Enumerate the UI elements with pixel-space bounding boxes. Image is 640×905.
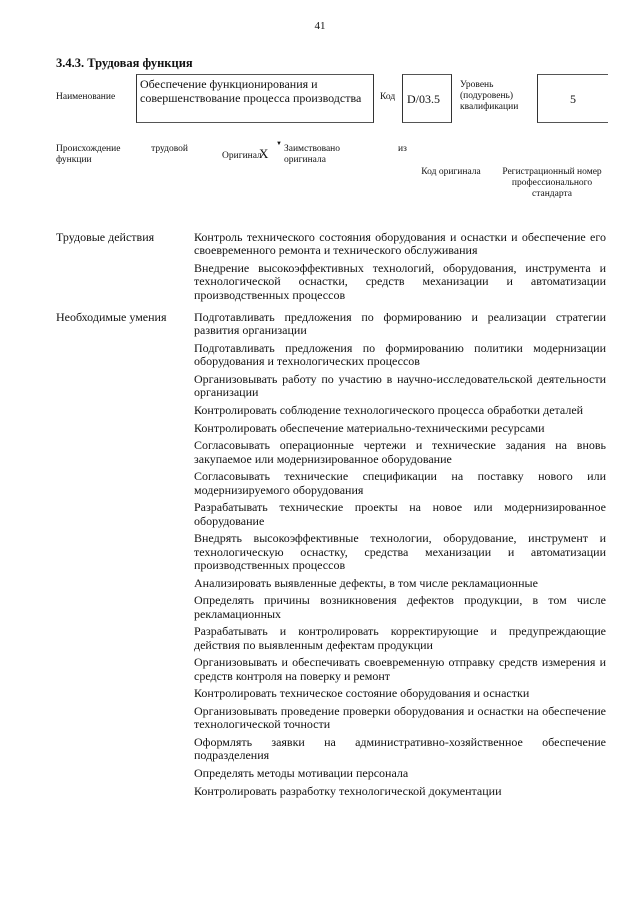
skill-item: Определять причины возникновения дефектов продукции, в том числе рекламационных xyxy=(194,593,606,621)
borrowed-from-word: из xyxy=(398,144,407,154)
borrowed-word: Заимствовано xyxy=(284,144,341,154)
required-skills-label: Необходимые умения xyxy=(56,310,167,324)
name-label: Наименование xyxy=(56,92,116,102)
borrowed-label xyxy=(284,144,414,168)
labor-action-item: Контроль технического состояния оборудования и оснастки и обеспечение его своевременного ремонта и технического обслуживания xyxy=(194,230,606,258)
skill-item: Организовывать проведение проверки оборудования и оснастки на обеспечение технологической точности xyxy=(194,703,606,732)
skill-item: Организовывать и обеспечивать своевременную отправку средств измерения и средств контроля на поверку и ремонт xyxy=(194,655,606,683)
origin-label: Происхождение трудовой функции xyxy=(56,144,188,165)
name-value: Обеспечение функционирования и совершенствование процесса производства xyxy=(140,77,362,105)
skill-item: Подготавливать предложения по формированию и реализации стратегии развития организации xyxy=(194,310,606,338)
skill-item: Внедрять высокоэффективные технологии, оборудование, инструмент и технологическую оснастку, средства механизации и автоматизации производственных процессов xyxy=(194,531,606,572)
skill-item: Согласовывать операционные чертежи и технические задания на вновь закупаемое или модернизированное оборудование xyxy=(194,438,606,466)
skill-item: Оформлять заявки на административно-хозяйственное обеспечение подразделения xyxy=(194,734,606,763)
code-original-label: Код оригинала xyxy=(421,167,481,177)
section-title: 3.4.3. Трудовая функция xyxy=(56,56,193,70)
labor-action-item: Внедрение высокоэффективных технологий, оборудования, инструмента и технологической оснастки, средств механизации и автоматизации производственных процессов xyxy=(194,260,606,302)
tick-mark-icon: ▼ xyxy=(276,141,282,147)
skill-item: Контролировать соблюдение технологического процесса обработки деталей xyxy=(194,402,584,417)
borrowed-original-word: оригинала xyxy=(284,155,326,165)
skill-item: Разрабатывать технические проекты на новое или модернизированное оборудование xyxy=(194,500,606,528)
skill-item: Согласовывать технические спецификации на поставку нового или модернизируемого оборудования xyxy=(194,469,606,497)
skill-item: Разрабатывать и контролировать корректирующие и предупреждающие действия по выявленным дефектам продукции xyxy=(194,624,606,652)
code-label: Код xyxy=(380,92,396,102)
skill-item: Подготавливать предложения по формированию политики модернизации оборудования и технологических процессов xyxy=(194,340,606,369)
skill-item: Контролировать разработку технологической документации xyxy=(194,783,502,798)
labor-actions-label: Трудовые действия xyxy=(56,230,155,244)
skill-item: Организовывать работу по участию в научно-исследовательской деятельности организации xyxy=(194,371,606,400)
skill-item: Контролировать техническое состояние оборудования и оснастки xyxy=(194,686,530,701)
skill-item: Анализировать выявленные дефекты, в том числе рекламационные xyxy=(194,575,538,590)
skill-item: Определять методы мотивации персонала xyxy=(194,765,409,780)
original-label: Оригинал xyxy=(222,151,262,161)
code-box xyxy=(402,74,452,123)
labor-actions-list xyxy=(194,231,606,306)
name-box xyxy=(136,74,374,123)
page-number: 41 xyxy=(314,20,326,32)
level-value: 5 xyxy=(570,92,576,106)
required-skills-list xyxy=(194,311,606,802)
skill-item: Контролировать обеспечение материально-техническими ресурсами xyxy=(194,420,545,435)
reg-number-label: Регистрационный номер профессионального стандарта xyxy=(502,167,602,199)
level-label: Уровень (подуровень) квалификации xyxy=(460,80,519,112)
code-value: D/03.5 xyxy=(407,92,440,106)
original-mark: X xyxy=(259,146,269,161)
level-box xyxy=(537,74,608,123)
